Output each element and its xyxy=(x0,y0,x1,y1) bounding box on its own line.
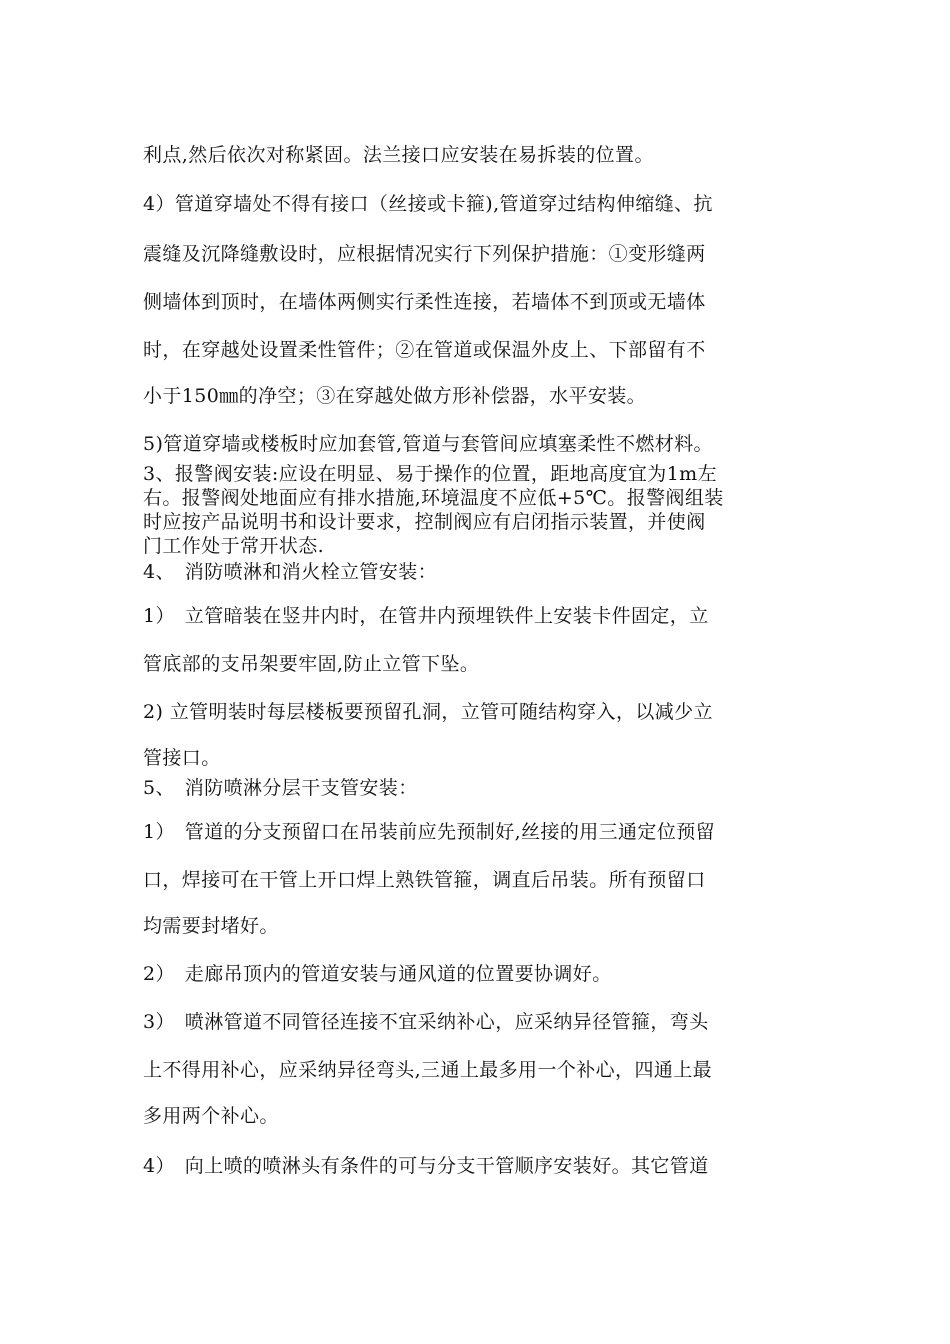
text-line: 2） 走廊吊顶内的管道安装与通风道的位置要协调好。 xyxy=(143,963,612,985)
text-line: 1） 管道的分支预留口在吊装前应先预制好,丝接的用三通定位预留 xyxy=(143,821,716,843)
text-line: 1） 立管暗装在竖井内时，在管井内预埋铁件上安装卡件固定，立 xyxy=(143,605,709,627)
text-line: 多用两个补心。 xyxy=(143,1105,279,1127)
text-line: 5)管道穿墙或楼板时应加套管,管道与套管间应填塞柔性不燃材料。 xyxy=(143,433,713,455)
text-line: 4）管道穿墙处不得有接口（丝接或卡箍),管道穿过结构伸缩缝、抗 xyxy=(143,193,713,215)
text-line: 5、 消防喷淋分层干支管安装： xyxy=(143,777,418,799)
text-line: 右。报警阀处地面应有排水措施,环境温度不应低+5℃。报警阀组装 xyxy=(143,487,724,509)
text-line: 2) 立管明装时每层楼板要预留孔洞，立管可随结构穿入，以减少立 xyxy=(143,701,713,723)
text-line: 口，焊接可在干管上开口焊上熟铁管箍，调直后吊装。所有预留口 xyxy=(143,869,706,891)
text-line: 3） 喷淋管道不同管径连接不宜采纳补心，应采纳异径管箍，弯头 xyxy=(143,1011,709,1033)
text-line: 均需要封堵好。 xyxy=(143,915,279,937)
text-line: 4） 向上喷的喷淋头有条件的可与分支干管顺序安装好。其它管道 xyxy=(143,1155,709,1177)
text-line: 4、 消防喷淋和消火栓立管安装： xyxy=(143,561,437,583)
text-line: 3、报警阀安装:应设在明显、易于操作的位置，距地高度宜为1m左 xyxy=(143,463,717,485)
text-line: 利点,然后依次对称紧固。法兰接口应安装在易拆装的位置。 xyxy=(143,144,654,166)
text-line: 时应按产品说明书和设计要求，控制阀应有启闭指示装置，并使阀 xyxy=(143,511,706,533)
text-line: 管底部的支吊架要牢固,防止立管下坠。 xyxy=(143,653,480,675)
text-line: 管接口。 xyxy=(143,747,221,769)
text-line: 门工作处于常开状态. xyxy=(143,535,325,557)
text-line: 上不得用补心，应采纳异径弯头,三通上最多用一个补心，四通上最 xyxy=(143,1059,713,1081)
text-line: 小于150㎜的净空；③在穿越处做方形补偿器，水平安装。 xyxy=(143,385,647,407)
text-line: 震缝及沉降缝敷设时，应根据情况实行下列保护措施：①变形缝两 xyxy=(143,243,706,265)
text-line: 时，在穿越处设置柔性管件；②在管道或保温外皮上、下部留有不 xyxy=(143,339,706,361)
text-line: 侧墙体到顶时，在墙体两侧实行柔性连接，若墙体不到顶或无墙体 xyxy=(143,291,706,313)
